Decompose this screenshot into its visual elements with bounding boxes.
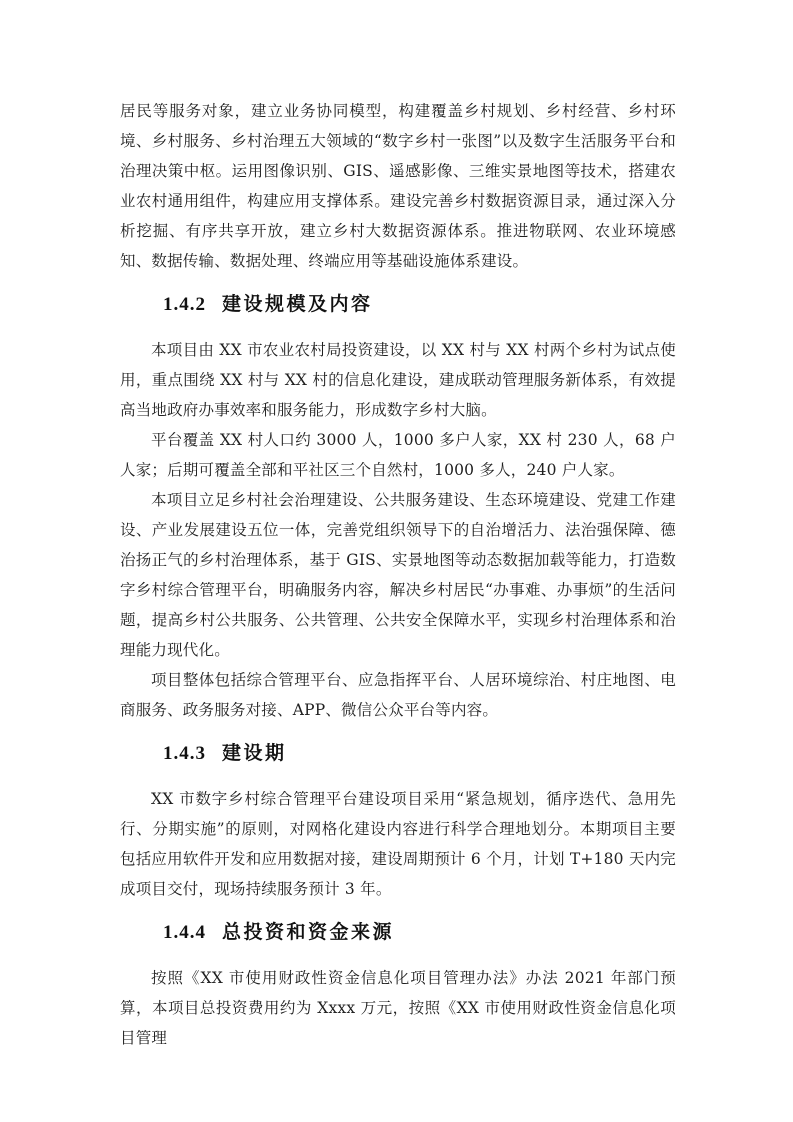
section-number: 1.4.2 — [163, 294, 206, 315]
section-title: 建设期 — [222, 742, 287, 764]
section-heading — [163, 737, 676, 770]
paragraph: 居民等服务对象，建立业务协同模型，构建覆盖乡村规划、乡村经营、乡村环境、乡村服务、乡村治理五大领域的“数字乡村一张图”以及数字生活服务平台和治理决策中枢。运用图像识别、GIS、遥感影像、三维实景地图等技术，搭建农业农村通用组件，构建应用支撑体系。建设完善乡村数据资源目录，通过深入分析挖掘、有序共享开放，建立乡村大数据资源体系。推进物联网、农业环境感知、数据传输、数据处理、终端应用等基础设施体系建设。 — [120, 102, 676, 270]
paragraph: XX 市数字乡村综合管理平台建设项目采用“紧急规划，循序迭代、急用先行、分期实施”的原则，对网格化建设内容进行科学合理地划分。本期项目主要包括应用软件开发和应用数据对接，建设周期预计 6 个月，计划 T+180 天内完成项目交付，现场持续服务预计 3 年。 — [120, 790, 676, 898]
section-title: 建设规模及内容 — [222, 293, 373, 315]
paragraph: 按照《XX 市使用财政性资金信息化项目管理办法》办法 2021 年部门预算，本项目总投资费用约为 Xxxx 万元，按照《XX 市使用财政性资金信息化项目管理 — [120, 969, 676, 1047]
section-number: 1.4.4 — [163, 922, 206, 943]
section-title: 总投资和资金来源 — [222, 921, 395, 943]
document-content — [120, 96, 676, 1053]
paragraph: 项目整体包括综合管理平台、应急指挥平台、人居环境综治、村庄地图、电商服务、政务服务对接、APP、微信公众平台等内容。 — [120, 671, 676, 719]
paragraph: 平台覆盖 XX 村人口约 3000 人，1000 多户人家，XX 村 230 人，68 户人家；后期可覆盖全部和平社区三个自然村，1000 多人，240 户人家。 — [120, 431, 676, 479]
section-heading — [163, 916, 676, 949]
section-heading — [163, 288, 676, 321]
paragraph: 本项目由 XX 市农业农村局投资建设，以 XX 村与 XX 村两个乡村为试点使用，重点围绕 XX 村与 XX 村的信息化建设，建成联动管理服务新体系，有效提高当地政府办事效率和服务能力，形成数字乡村大脑。 — [120, 341, 676, 419]
section-number: 1.4.3 — [163, 743, 206, 764]
paragraph: 本项目立足乡村社会治理建设、公共服务建设、生态环境建设、党建工作建设、产业发展建设五位一体，完善党组织领导下的自治增活力、法治强保障、德治扬正气的乡村治理体系，基于 GIS、实景地图等动态数据加载等能力，打造数字乡村综合管理平台，明确服务内容，解决乡村居民“办事难、办事烦”的生活问题，提高乡村公共服务、公共管理、公共安全保障水平，实现乡村治理体系和治理能力现代化。 — [120, 491, 676, 659]
